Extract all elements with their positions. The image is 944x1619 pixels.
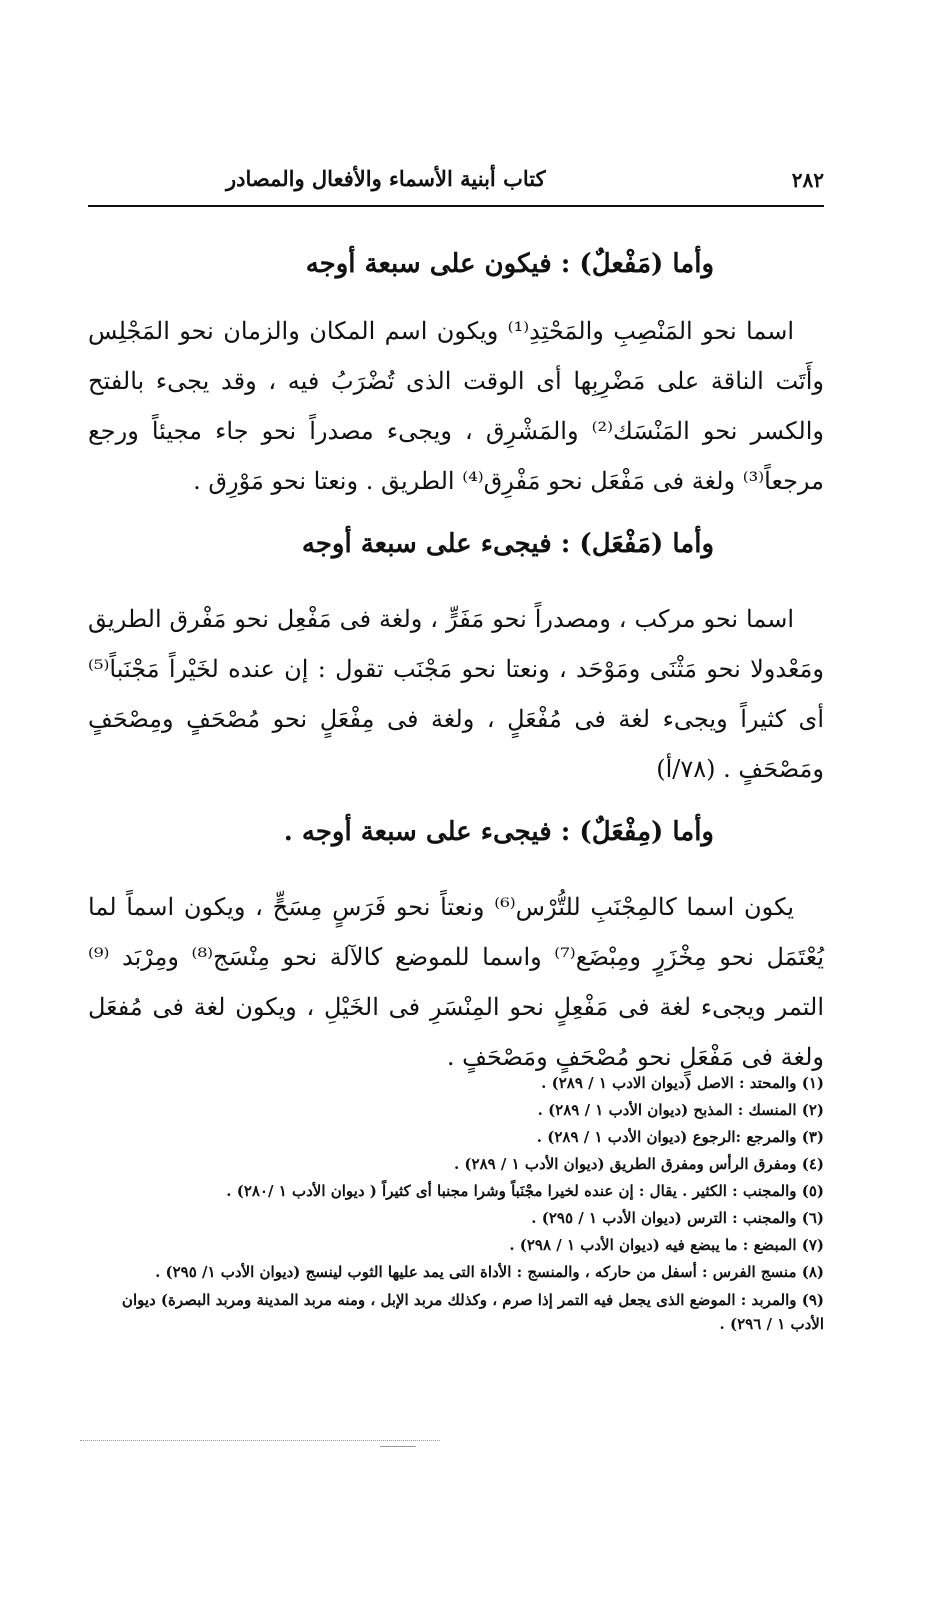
page-number: ٢٨٢ [791,168,824,192]
footnote: (٢) المنسك : المذبح (ديوان الأدب ١ / ٢٨٩) . [537,1101,824,1119]
running-header [88,166,824,200]
footnote: (٦) والمجنب : الترس (ديوان الأدب ١ / ٢٩٥) . [531,1209,824,1227]
footnote: (١) والمحتد : الاصل (ديوان الادب ١ / ٢٨٩) . [541,1074,824,1092]
footnote: (٤) ومفرق الرأس ومفرق الطريق (ديوان الأدب ١ / ٢٨٩) . [453,1155,824,1173]
footnotes [88,1070,824,1336]
scan-specks [380,1446,416,1447]
section-paragraph: يكون اسما كالمِجْنَبِ للتُّرْس⁽⁶⁾ ونعتاً نحو فَرَسٍ مِسَحٍّ ، ويكون اسماً لما يُعْتَمَل نحو مِخْزَرٍ ومِبْضَع⁽⁷⁾ واسما للموضع كالآلة نحو مِنْسَج⁽⁸⁾ ومِرْبَد ⁽⁹⁾ التمر ويجىء لغة فى مَفْعِلٍ نحو المِنْسَرِ فى الخَيْلِ ، ويكون لغة فى مُفعَل ولغة فى مَفْعَلٍ نحو مُصْحَفٍ ومَصْحَفٍ . [88,893,825,1071]
main-text [88,232,824,1088]
section-paragraph: اسما نحو المَنْصِبِ والمَحْتِدِ⁽¹⁾ ويكون اسم المكان والزمان نحو المَجْلِس وأَتَت الناقة على مَضْرِبِها أى الوقت الذى تُضْرَبُ فيه ، وقد يجىء بالفتح والكسر نحو المَنْسَك⁽²⁾ والمَشْرِق ، ويجىء مصدراً نحو جاء مجيئاً ورجع مرجعاً⁽³⁾ ولغة فى مَفْعَل نحو مَفْرِق⁽⁴⁾ الطريق . ونعتا نحو مَوْرِق . [88,317,824,495]
header-rule [88,205,824,207]
footnote: (٧) المبضع : ما يبضع فيه (ديوان الأدب ١ / ٢٩٨) . [509,1236,824,1254]
scan-specks [80,1440,440,1443]
section-heading: وأما (مَفْعلٌ) : فيكون على سبعة أوجه [305,249,714,279]
book-title: كتاب أبنية الأسماء والأفعال والمصادر [226,166,546,191]
section-heading: وأما (مَفْعَل) : فيجىء على سبعة أوجه [301,529,714,559]
footnote: (٩) والمربد : الموضع الذى يجعل فيه التمر إذا صرم ، وكذلك مربد الإبل ، ومنه مربد المدينة ومربد البصرة) ديوان الأدب ١ / ٢٩٦) . [121,1291,824,1333]
footnote: (٨) منسج الفرس : أسفل من حاركه ، والمنسج : الأداة التى يمد عليها الثوب لينسج (ديوان الأدب ١/ ٢٩٥) . [155,1263,824,1281]
footnote: (٣) والمرجع :الرجوع (ديوان الأدب ١ / ٢٨٩) . [536,1128,824,1146]
section-heading: وأما (مِفْعَلٌ) : فيجىء على سبعة أوجه . [283,817,714,847]
section-paragraph: اسما نحو مركب ، ومصدراً نحو مَفَرٍّ ، ولغة فى مَفْعِل نحو مَفْرق الطريق ومَعْدولا نحو مَثْنَى ومَوْحَد ، ونعتا نحو مَجْنَب تقول : إن عنده لخَيْراً مَجْنَباً⁽⁵⁾ أى كثيراً ويجىء لغة فى مُفْعَلٍ ، ولغة فى مِفْعَلٍ نحو مُصْحَفٍ ومِصْحَفٍ ومَصْحَفٍ . (٧٨/أ) [88,605,824,783]
footnote: (٥) والمجنب : الكثير . يقال : إن عنده لخيرا مجْنَباً وشرا مجنبا أى كثيراً ( ديوان الأدب ١ /٢٨٠) . [226,1182,824,1200]
